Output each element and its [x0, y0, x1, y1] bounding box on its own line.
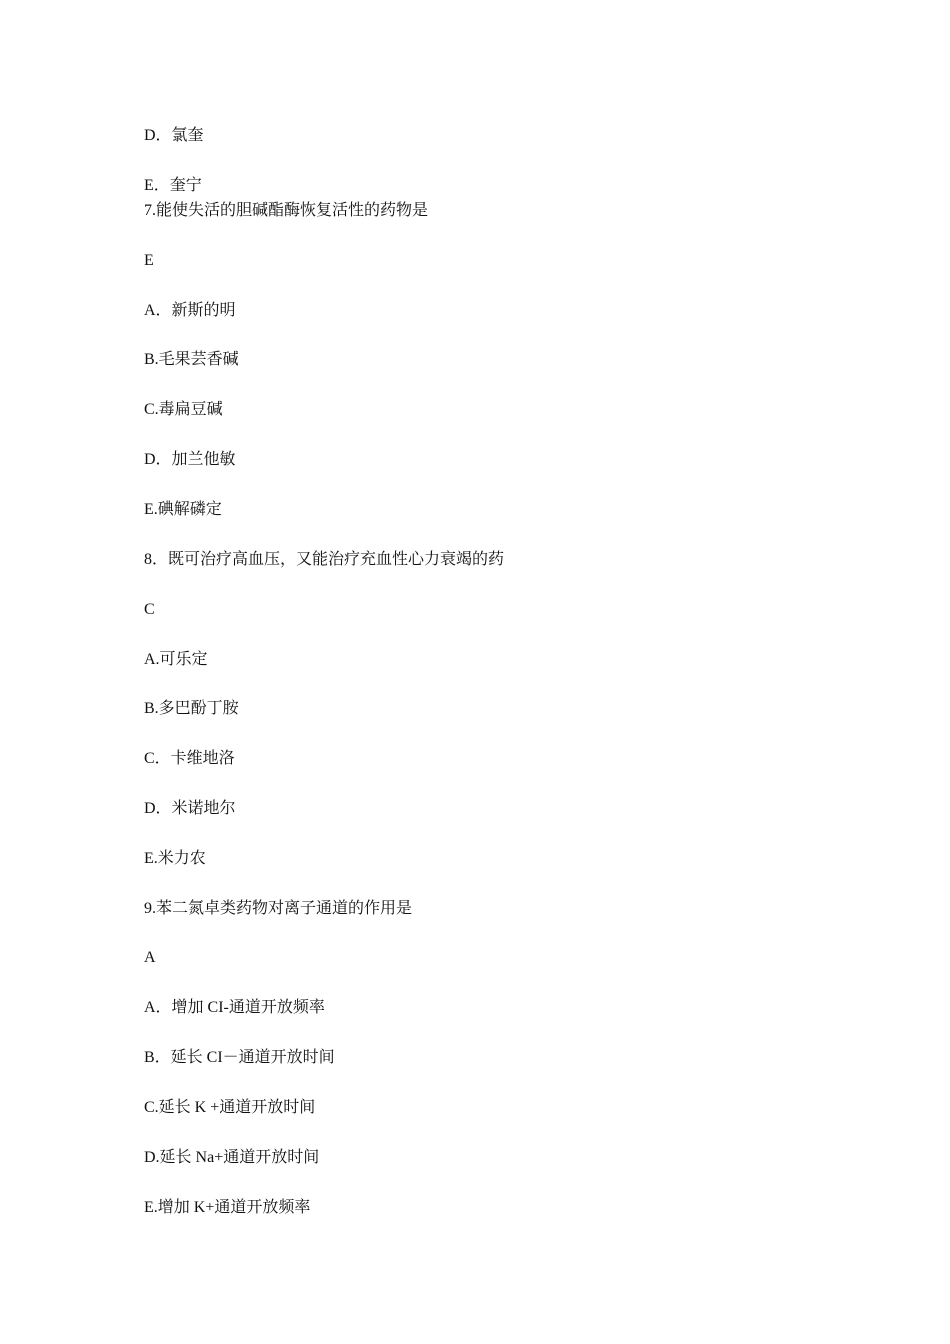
q7-option-d: D．加兰他敏 — [144, 451, 236, 468]
option-d-chloroquine: D．氯奎 — [144, 127, 204, 144]
q8-option-b: B.多巴酚丁胺 — [144, 700, 239, 717]
q7-option-c: C.毒扁豆碱 — [144, 401, 223, 418]
q7-option-e: E.碘解磷定 — [144, 501, 222, 518]
q9-option-b: B．延长 CI－通道开放时间 — [144, 1049, 335, 1066]
answer-9: A — [144, 949, 156, 966]
q7-option-b: B.毛果芸香碱 — [144, 351, 239, 368]
answer-8: C — [144, 601, 155, 618]
q9-option-d: D.延长 Na+通道开放时间 — [144, 1149, 320, 1166]
answer-7: E — [144, 252, 154, 269]
question-8: 8．既可治疗高血压，又能治疗充血性心力衰竭的药 — [144, 551, 505, 568]
option-e-quinine: E．奎宁 — [144, 177, 202, 194]
question-9: 9.苯二氮卓类药物对离子通道的作用是 — [144, 900, 413, 917]
question-7: 7.能使失活的胆碱酯酶恢复活性的药物是 — [144, 202, 429, 219]
q9-option-e: E.增加 K+通道开放频率 — [144, 1199, 311, 1216]
q7-option-a: A．新斯的明 — [144, 302, 236, 319]
q9-option-c: C.延长 K +通道开放时间 — [144, 1099, 316, 1116]
q8-option-d: D．米诺地尔 — [144, 800, 236, 817]
q8-option-c: C．卡维地洛 — [144, 750, 235, 767]
q8-option-e: E.米力农 — [144, 850, 206, 867]
q9-option-a: A．增加 CI-通道开放频率 — [144, 999, 325, 1016]
q8-option-a: A.可乐定 — [144, 651, 208, 668]
